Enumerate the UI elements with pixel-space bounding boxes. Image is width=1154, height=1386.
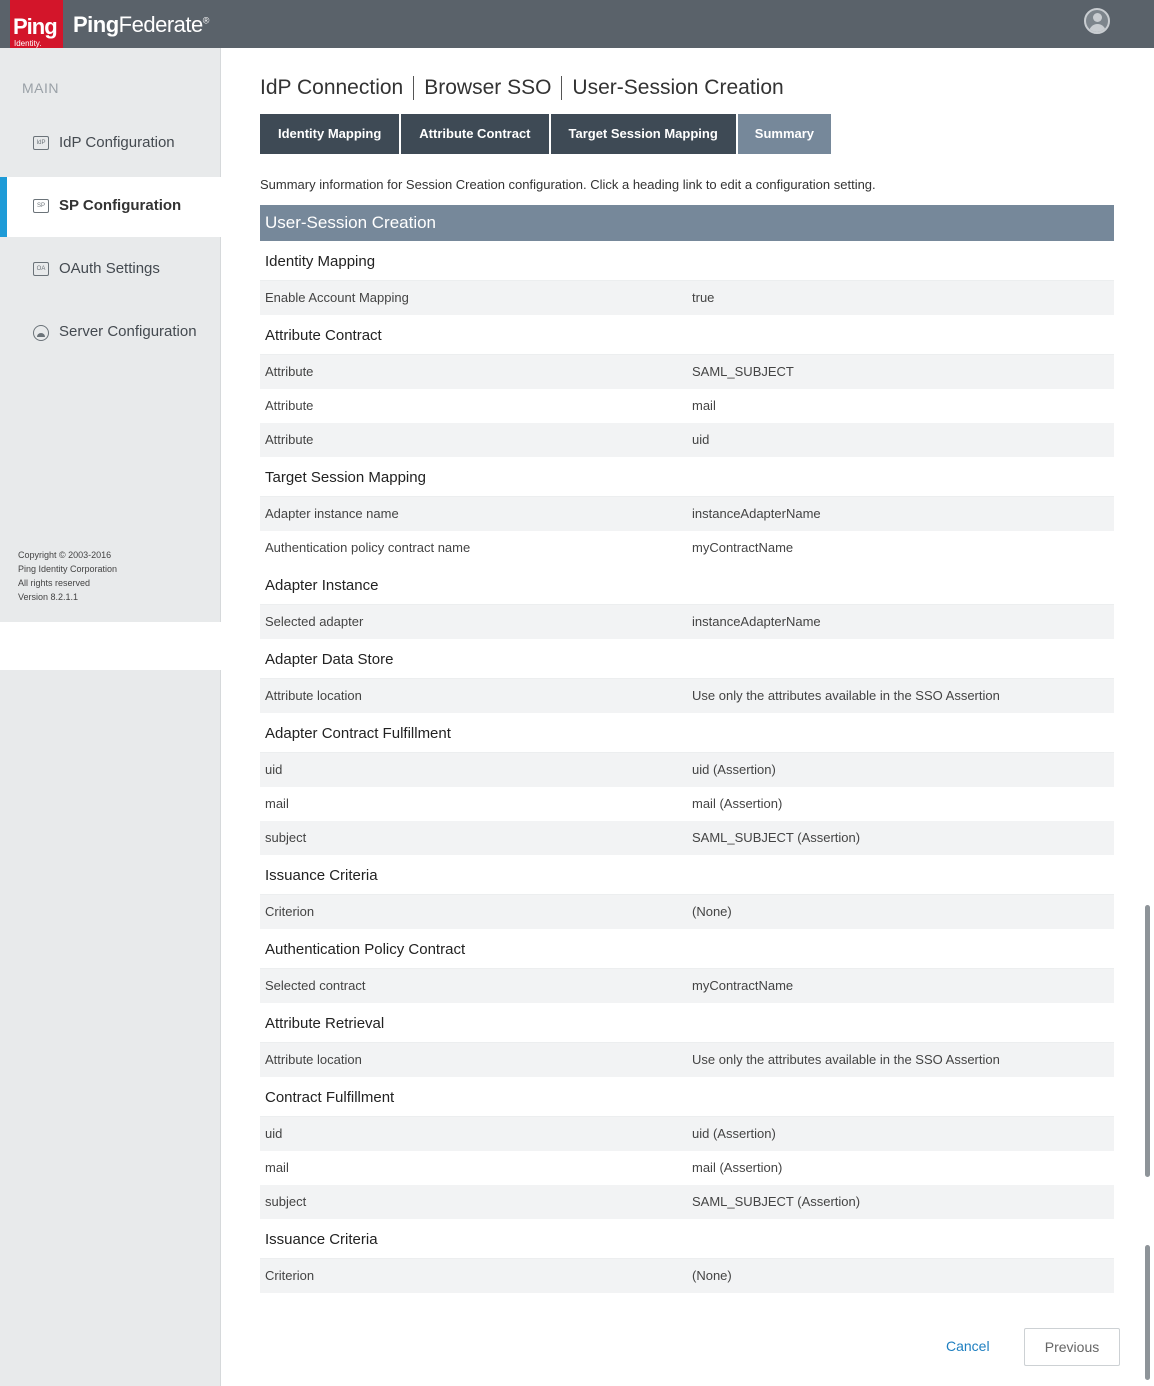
tab-identity-mapping[interactable]: Identity Mapping bbox=[260, 114, 399, 154]
group-heading-link[interactable]: Contract Fulfillment bbox=[260, 1077, 1114, 1117]
sidebar bbox=[0, 48, 221, 622]
table-row bbox=[260, 355, 1114, 389]
table-row bbox=[260, 679, 1114, 713]
tab-target-session-mapping[interactable]: Target Session Mapping bbox=[551, 114, 736, 154]
sidebar-gap bbox=[0, 622, 221, 670]
row-label: uid bbox=[265, 1126, 283, 1141]
row-label: Enable Account Mapping bbox=[265, 290, 409, 305]
table-row bbox=[260, 389, 1114, 423]
row-value: myContractName bbox=[692, 978, 794, 993]
row-value: instanceAdapterName bbox=[692, 614, 821, 629]
breadcrumb bbox=[260, 76, 784, 100]
sidebar-lower bbox=[0, 670, 221, 1386]
tab-summary[interactable]: Summary bbox=[738, 114, 831, 154]
table-row bbox=[260, 605, 1114, 639]
table-row bbox=[260, 1259, 1114, 1293]
row-value: true bbox=[692, 290, 715, 305]
row-label: Attribute bbox=[265, 398, 314, 413]
top-bar bbox=[0, 0, 1154, 48]
table-row bbox=[260, 895, 1114, 929]
table-row bbox=[260, 1151, 1114, 1185]
tab-attribute-contract[interactable]: Attribute Contract bbox=[401, 114, 548, 154]
product-name: PingFederate® bbox=[73, 12, 209, 37]
group-heading-link[interactable]: Adapter Contract Fulfillment bbox=[260, 713, 1114, 753]
group-heading-link[interactable]: Authentication Policy Contract bbox=[260, 929, 1114, 969]
row-value: (None) bbox=[692, 1268, 732, 1283]
group-heading-link[interactable]: Identity Mapping bbox=[260, 241, 1114, 281]
previous-button[interactable]: Previous bbox=[1024, 1328, 1120, 1366]
row-label: uid bbox=[265, 762, 283, 777]
breadcrumb-item: User-Session Creation bbox=[572, 76, 784, 99]
table-row bbox=[260, 821, 1114, 855]
nav-heading: MAIN bbox=[22, 80, 59, 96]
group-heading-link[interactable]: Issuance Criteria bbox=[260, 1219, 1114, 1259]
breadcrumb-item: Browser SSO bbox=[424, 76, 552, 99]
sidebar-item-sp-configuration[interactable]: SP SP Configuration bbox=[0, 177, 221, 237]
sidebar-item-idp-configuration[interactable]: IdP IdP Configuration bbox=[0, 114, 221, 174]
group-heading-link[interactable]: Adapter Instance bbox=[260, 565, 1114, 605]
row-label: subject bbox=[265, 830, 307, 845]
group-heading-link[interactable]: Attribute Contract bbox=[260, 315, 1114, 355]
row-value: Use only the attributes available in the SSO Assertion bbox=[692, 1052, 1000, 1067]
row-value: uid bbox=[692, 432, 710, 447]
row-label: mail bbox=[265, 796, 289, 811]
row-label: Attribute location bbox=[265, 1052, 362, 1067]
table-row bbox=[260, 1117, 1114, 1151]
group-heading-link[interactable]: Attribute Retrieval bbox=[260, 1003, 1114, 1043]
section-header: User-Session Creation bbox=[260, 205, 1114, 241]
row-value: mail (Assertion) bbox=[692, 1160, 783, 1175]
table-row bbox=[260, 531, 1114, 565]
table-row bbox=[260, 1043, 1114, 1077]
breadcrumb-item: IdP Connection bbox=[260, 76, 404, 99]
row-value: uid (Assertion) bbox=[692, 1126, 776, 1141]
row-value: mail bbox=[692, 398, 716, 413]
row-value: myContractName bbox=[692, 540, 794, 555]
idp-icon: IdP bbox=[33, 136, 49, 150]
cancel-button[interactable]: Cancel bbox=[946, 1338, 990, 1354]
user-avatar-icon[interactable] bbox=[1084, 8, 1110, 34]
oauth-icon: OA bbox=[33, 262, 49, 276]
scrollbar-thumb[interactable] bbox=[1145, 905, 1150, 1177]
row-label: subject bbox=[265, 1194, 307, 1209]
row-value: Use only the attributes available in the SSO Assertion bbox=[692, 688, 1000, 703]
summary-table bbox=[260, 241, 1114, 1293]
server-icon bbox=[33, 325, 49, 341]
row-label: Attribute bbox=[265, 432, 314, 447]
row-value: instanceAdapterName bbox=[692, 506, 821, 521]
row-label: Criterion bbox=[265, 904, 315, 919]
table-row bbox=[260, 1185, 1114, 1219]
table-row bbox=[260, 423, 1114, 457]
scrollbar-thumb[interactable] bbox=[1145, 1245, 1150, 1380]
table-row bbox=[260, 497, 1114, 531]
row-label: Authentication policy contract name bbox=[265, 540, 471, 555]
sidebar-item-oauth-settings[interactable]: OA OAuth Settings bbox=[0, 240, 221, 300]
row-label: Attribute bbox=[265, 364, 314, 379]
group-heading-link[interactable]: Issuance Criteria bbox=[260, 855, 1114, 895]
table-row bbox=[260, 787, 1114, 821]
row-value: uid (Assertion) bbox=[692, 762, 776, 777]
row-label: mail bbox=[265, 1160, 289, 1175]
row-label: Criterion bbox=[265, 1268, 315, 1283]
table-row bbox=[260, 753, 1114, 787]
row-value: mail (Assertion) bbox=[692, 796, 783, 811]
row-value: SAML_SUBJECT bbox=[692, 364, 794, 379]
sp-icon: SP bbox=[33, 199, 49, 213]
copyright: Copyright © 2003-2016 Ping Identity Corporation All rights reserved Version 8.2.1.1 bbox=[18, 550, 118, 602]
table-row bbox=[260, 969, 1114, 1003]
tab-bar bbox=[260, 114, 833, 154]
row-label: Attribute location bbox=[265, 688, 362, 703]
summary-description: Summary information for Session Creation configuration. Click a heading link to edit a configuration setting. bbox=[260, 177, 876, 192]
row-value: SAML_SUBJECT (Assertion) bbox=[692, 830, 861, 845]
row-label: Selected adapter bbox=[265, 614, 364, 629]
group-heading-link[interactable]: Target Session Mapping bbox=[260, 457, 1114, 497]
row-value: SAML_SUBJECT (Assertion) bbox=[692, 1194, 861, 1209]
row-label: Selected contract bbox=[265, 978, 366, 993]
row-value: (None) bbox=[692, 904, 732, 919]
table-row bbox=[260, 281, 1114, 315]
group-heading-link[interactable]: Adapter Data Store bbox=[260, 639, 1114, 679]
sidebar-item-server-configuration[interactable]: Server Configuration bbox=[0, 303, 221, 363]
row-label: Adapter instance name bbox=[265, 506, 399, 521]
ping-identity-logo[interactable]: Ping Identity. bbox=[10, 0, 63, 52]
